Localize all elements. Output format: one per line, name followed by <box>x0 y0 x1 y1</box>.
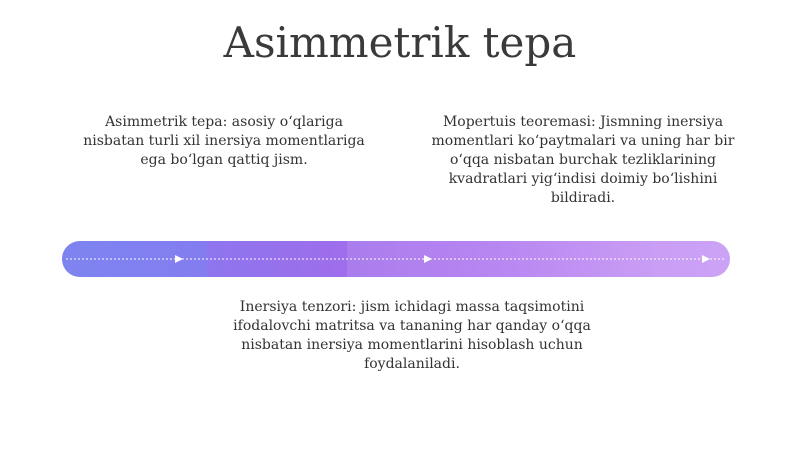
arrow-head-icon <box>424 255 432 263</box>
timeline-arrows <box>62 241 730 277</box>
text-block-asymmetric-top: Asimmetrik tepa: asosiy o‘qlariga nisbatan turli xil inersiya momentlariga ega bo‘lgan qattiq jism. <box>83 114 365 168</box>
arrow-head-icon <box>702 255 710 263</box>
text-block-inertia-tensor: Inersiya tenzori: jism ichidagi massa taqsimotini ifodalovchi matritsa va tananing har qanday o‘qqa nisbatan inersiya momentlarini hisoblash uchun foydalaniladi. <box>233 299 591 372</box>
text-block-maupertuis-theorem: Mopertuis teoremasi: Jismning inersiya momentlari ko‘paytmalari va uning har bir o‘qqa nisbatan burchak tezliklarining kvadratlari yig‘indisi doimiy bo‘lishini bildiradi. <box>431 114 735 206</box>
slide-title: Asimmetrik tepa <box>223 18 577 67</box>
arrow-head-icon <box>175 255 183 263</box>
